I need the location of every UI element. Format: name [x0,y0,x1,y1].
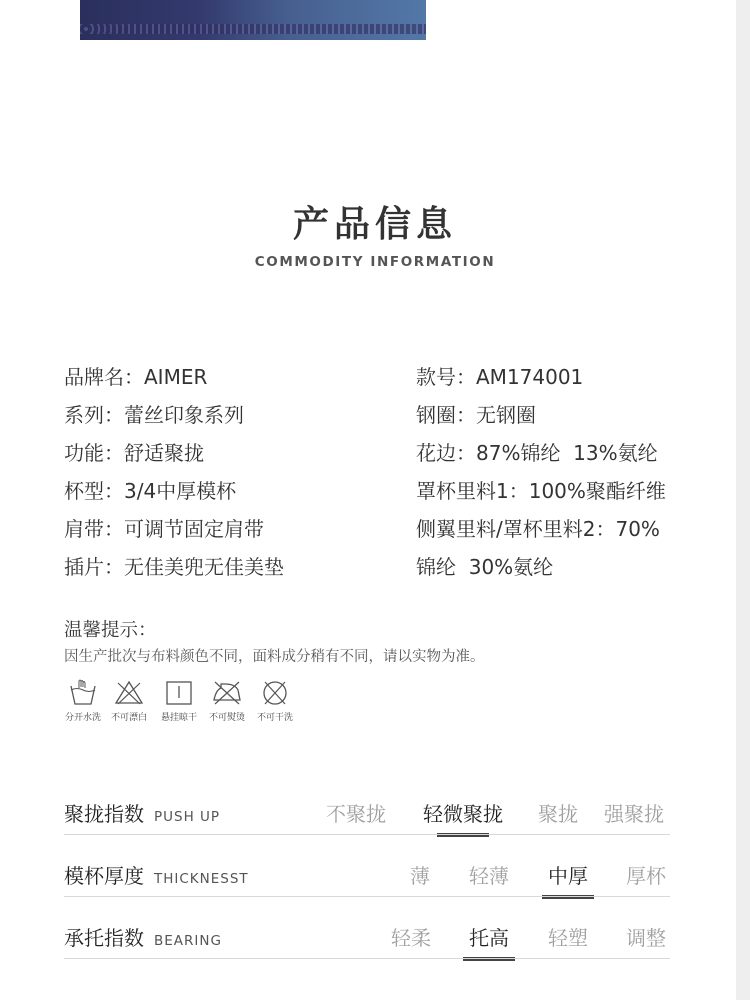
spec-wing-lining: 侧翼里料/罩杯里料2 ： 70% [416,516,660,542]
spec-cup: 杯型 ： 3/4中厚模杯 [64,478,236,504]
divider [64,834,670,835]
lace-trim [80,24,426,34]
spec-function: 功能 ： 舒适聚拢 [64,440,204,466]
care-no-bleach [104,678,154,723]
spec-cup-lining: 罩杯里料1 ： 100%聚酯纤维 [416,478,666,504]
rating-en: BEARING [154,933,222,949]
rating-name: 模杯厚度 THICKNESST [64,864,249,888]
section-subtitle: COMMODITY INFORMATION [254,254,496,270]
hand-wash-icon [67,678,99,706]
care-label: 分开水洗 [64,713,101,723]
no-bleach-icon [113,678,145,706]
rating-option: 厚杯 [626,864,666,888]
spec-lace: 花边 ： 87%锦纶 13%氨纶 [416,440,658,466]
rating-option-selected: 托高 [469,922,509,951]
rating-option: 薄 [410,864,430,888]
section-title: 产品信息 [292,204,457,245]
product-photo [80,0,426,40]
rating-bearing [64,922,670,982]
rating-option: 调整 [626,926,666,950]
rating-en: THICKNESST [154,871,249,887]
rating-thickness [64,860,670,920]
rating-option-selected: 轻微聚拢 [423,798,503,827]
spec-strap: 肩带 ： 可调节固定肩带 [64,516,264,542]
page-edge-strip [736,0,750,1000]
spec-underwire: 钢圈 ： 无钢圈 [416,402,536,428]
spec-wing-lining-continued: 锦纶 30%氨纶 [416,555,554,579]
divider [64,958,670,959]
care-label: 不可干洗 [256,713,293,723]
rating-option: 聚拢 [538,802,578,826]
rating-name: 承托指数 BEARING [64,926,222,950]
spec-series: 系列 ： 蕾丝印象系列 [64,402,244,428]
rating-name: 聚拢指数 PUSH UP [64,802,221,826]
tips-title: 温馨提示： [64,620,157,641]
divider [64,896,670,897]
care-label: 不可熨烫 [208,713,245,723]
spec-model: 款号 ： AM174001 [416,364,583,390]
care-no-iron [202,678,252,723]
rating-option: 轻柔 [391,926,431,950]
rating-option: 强聚拢 [604,802,664,826]
rating-option-selected: 中厚 [548,860,588,889]
hang-dry-icon [163,678,195,706]
care-label: 不可漂白 [110,713,147,723]
care-hand-wash [58,678,108,723]
rating-option: 轻塑 [548,926,588,950]
rating-push-up [64,798,670,858]
rating-en: PUSH UP [154,809,221,825]
no-dry-clean-icon [259,678,291,706]
care-hang-dry [154,678,204,723]
spec-brand: 品牌名 ： AIMER [64,364,207,390]
tips-text: 因生产批次与布料颜色不同，面料成分稍有不同，请以实物为准。 [64,649,485,665]
spec-insert: 插片 ： 无佳美兜无佳美垫 [64,554,284,580]
care-label: 悬挂晾干 [160,713,197,723]
rating-option: 不聚拢 [326,802,386,826]
no-iron-icon [211,678,243,706]
rating-option: 轻薄 [469,864,509,888]
care-no-dry-clean [250,678,300,723]
